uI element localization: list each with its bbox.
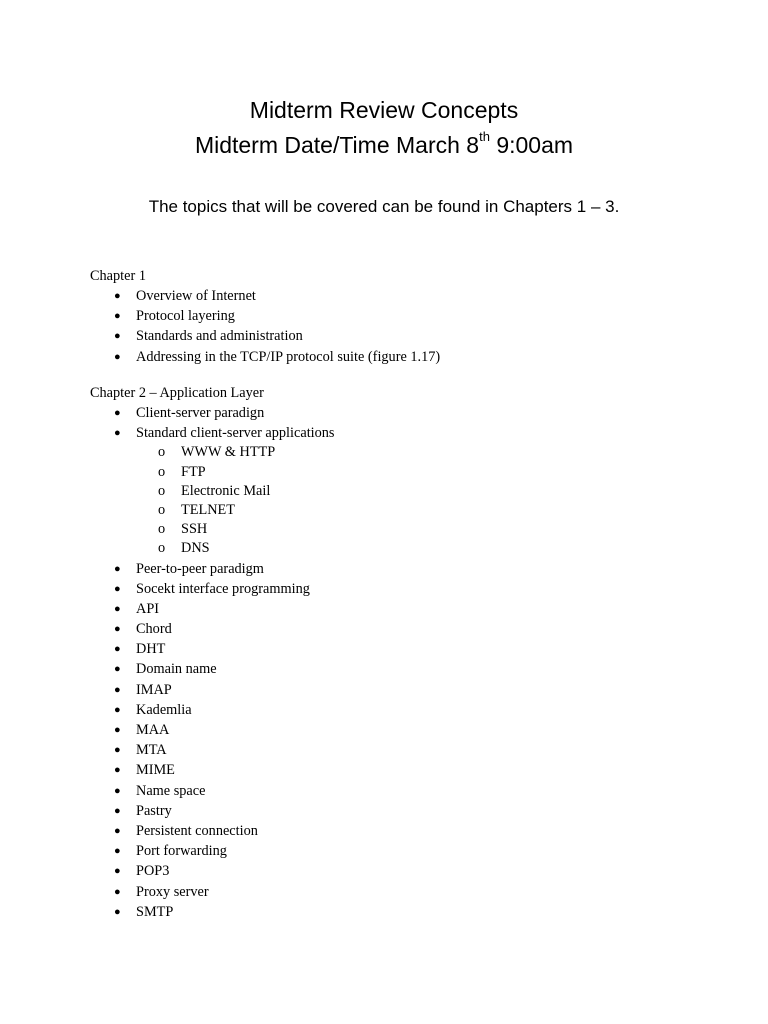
bullet-icon: ● bbox=[114, 744, 121, 757]
bullet-icon: ● bbox=[114, 407, 121, 419]
chapter-2-sublist bbox=[90, 443, 335, 558]
list-item-text: Client-server paradign bbox=[136, 405, 265, 421]
bullet-icon: ● bbox=[114, 703, 121, 716]
bullet-icon: ● bbox=[114, 764, 121, 777]
list-item bbox=[90, 841, 335, 861]
list-item-text: Persistent connection bbox=[136, 822, 258, 839]
sub-list-item-text: DNS bbox=[181, 540, 210, 557]
list-item bbox=[90, 599, 335, 619]
sub-bullet-icon: o bbox=[158, 463, 166, 480]
sub-bullet-icon: o bbox=[158, 501, 166, 518]
chapter-2-section bbox=[90, 383, 335, 922]
list-item bbox=[90, 861, 335, 881]
bullet-icon: ● bbox=[114, 885, 121, 898]
list-item bbox=[90, 680, 335, 700]
sub-list-item bbox=[90, 482, 335, 501]
list-item-text: Standards and administration bbox=[136, 328, 303, 345]
bullet-icon: ● bbox=[114, 623, 121, 636]
list-item bbox=[90, 882, 335, 902]
list-item-text: Domain name bbox=[136, 661, 217, 678]
exam-datetime-ordinal: th bbox=[479, 129, 490, 145]
sub-list-item bbox=[90, 520, 335, 539]
list-item bbox=[90, 700, 335, 720]
list-item-text: DHT bbox=[136, 641, 166, 658]
list-item bbox=[90, 720, 335, 740]
chapter-2-list bbox=[90, 403, 335, 443]
list-item-text: Standard client-server applications bbox=[136, 425, 335, 442]
sub-list-item-text: TELNET bbox=[181, 501, 235, 518]
bullet-icon: ● bbox=[114, 562, 121, 575]
list-item-text: Pastry bbox=[136, 802, 172, 819]
sub-bullet-icon: o bbox=[158, 540, 166, 557]
list-item bbox=[90, 347, 440, 367]
bullet-icon: ● bbox=[114, 427, 121, 440]
list-item-text: MAA bbox=[136, 722, 170, 738]
coverage-note: The topics that will be covered can be found in Chapters 1 – 3. bbox=[148, 197, 620, 216]
list-item bbox=[90, 403, 335, 423]
list-item bbox=[90, 821, 335, 841]
list-item bbox=[90, 659, 335, 679]
exam-datetime-prefix: Midterm Date/Time March 8 bbox=[194, 132, 480, 158]
bullet-icon: ● bbox=[114, 602, 121, 615]
bullet-icon: ● bbox=[114, 330, 121, 343]
sub-list-item-text: Electronic Mail bbox=[181, 482, 271, 499]
sub-list-item-text: FTP bbox=[181, 463, 206, 480]
list-item-text: Chord bbox=[136, 621, 172, 638]
sub-list-item bbox=[90, 463, 335, 482]
sub-bullet-icon: o bbox=[158, 482, 166, 499]
exam-datetime bbox=[0, 131, 768, 159]
exam-datetime-suffix: 9:00am bbox=[489, 132, 574, 158]
list-item bbox=[90, 579, 335, 599]
chapter-2-list-continued bbox=[90, 559, 335, 922]
bullet-icon: ● bbox=[114, 824, 121, 837]
list-item bbox=[90, 740, 335, 760]
list-item-text: Overview of Internet bbox=[136, 288, 256, 304]
sub-bullet-icon: o bbox=[158, 444, 166, 461]
bullet-icon: ● bbox=[114, 724, 121, 736]
list-item bbox=[90, 760, 335, 780]
list-item-text: SMTP bbox=[136, 903, 174, 920]
list-item-text: Kademlia bbox=[136, 701, 192, 718]
list-item bbox=[90, 286, 440, 306]
sub-list-item-text: SSH bbox=[181, 521, 208, 538]
list-item-text: MIME bbox=[136, 762, 175, 779]
sub-list-item-text: WWW & HTTP bbox=[181, 444, 276, 461]
list-item bbox=[90, 306, 440, 326]
list-item-text: Proxy server bbox=[136, 883, 209, 900]
list-item-text: IMAP bbox=[136, 681, 172, 698]
chapter-1-section bbox=[90, 266, 440, 367]
chapter-1-list bbox=[90, 286, 440, 367]
sub-bullet-icon: o bbox=[158, 521, 166, 538]
list-item-text: Addressing in the TCP/IP protocol suite (figure 1.17) bbox=[136, 348, 441, 365]
bullet-icon: ● bbox=[114, 683, 121, 696]
list-item bbox=[90, 423, 335, 443]
bullet-icon: ● bbox=[114, 804, 121, 817]
list-item-text: Peer-to-peer paradigm bbox=[136, 560, 264, 577]
document-title: Midterm Review Concepts bbox=[249, 97, 519, 123]
list-item-text: Protocol layering bbox=[136, 308, 235, 325]
list-item-text: POP3 bbox=[136, 863, 170, 880]
bullet-icon: ● bbox=[114, 582, 121, 595]
bullet-icon: ● bbox=[114, 845, 121, 858]
bullet-icon: ● bbox=[114, 350, 121, 363]
sub-list-item bbox=[90, 501, 335, 520]
list-item bbox=[90, 559, 335, 579]
bullet-icon: ● bbox=[114, 310, 121, 323]
list-item bbox=[90, 639, 335, 659]
list-item bbox=[90, 619, 335, 639]
bullet-icon: ● bbox=[114, 290, 121, 302]
list-item bbox=[90, 902, 335, 922]
sub-list-item bbox=[90, 539, 335, 558]
bullet-icon: ● bbox=[114, 784, 121, 797]
list-item-text: Port forwarding bbox=[136, 843, 227, 860]
list-item bbox=[90, 781, 335, 801]
bullet-icon: ● bbox=[114, 663, 121, 676]
list-item-text: API bbox=[136, 600, 160, 617]
bullet-icon: ● bbox=[114, 865, 121, 878]
list-item bbox=[90, 801, 335, 821]
list-item bbox=[90, 326, 440, 346]
chapter-2-heading: Chapter 2 – Application Layer bbox=[90, 385, 264, 401]
list-item-text: Name space bbox=[136, 782, 206, 799]
bullet-icon: ● bbox=[114, 905, 121, 918]
list-item-text: MTA bbox=[136, 742, 167, 759]
sub-list-item bbox=[90, 443, 335, 462]
chapter-1-heading: Chapter 1 bbox=[90, 268, 146, 284]
bullet-icon: ● bbox=[114, 643, 121, 656]
list-item-text: Socekt interface programming bbox=[136, 580, 310, 597]
